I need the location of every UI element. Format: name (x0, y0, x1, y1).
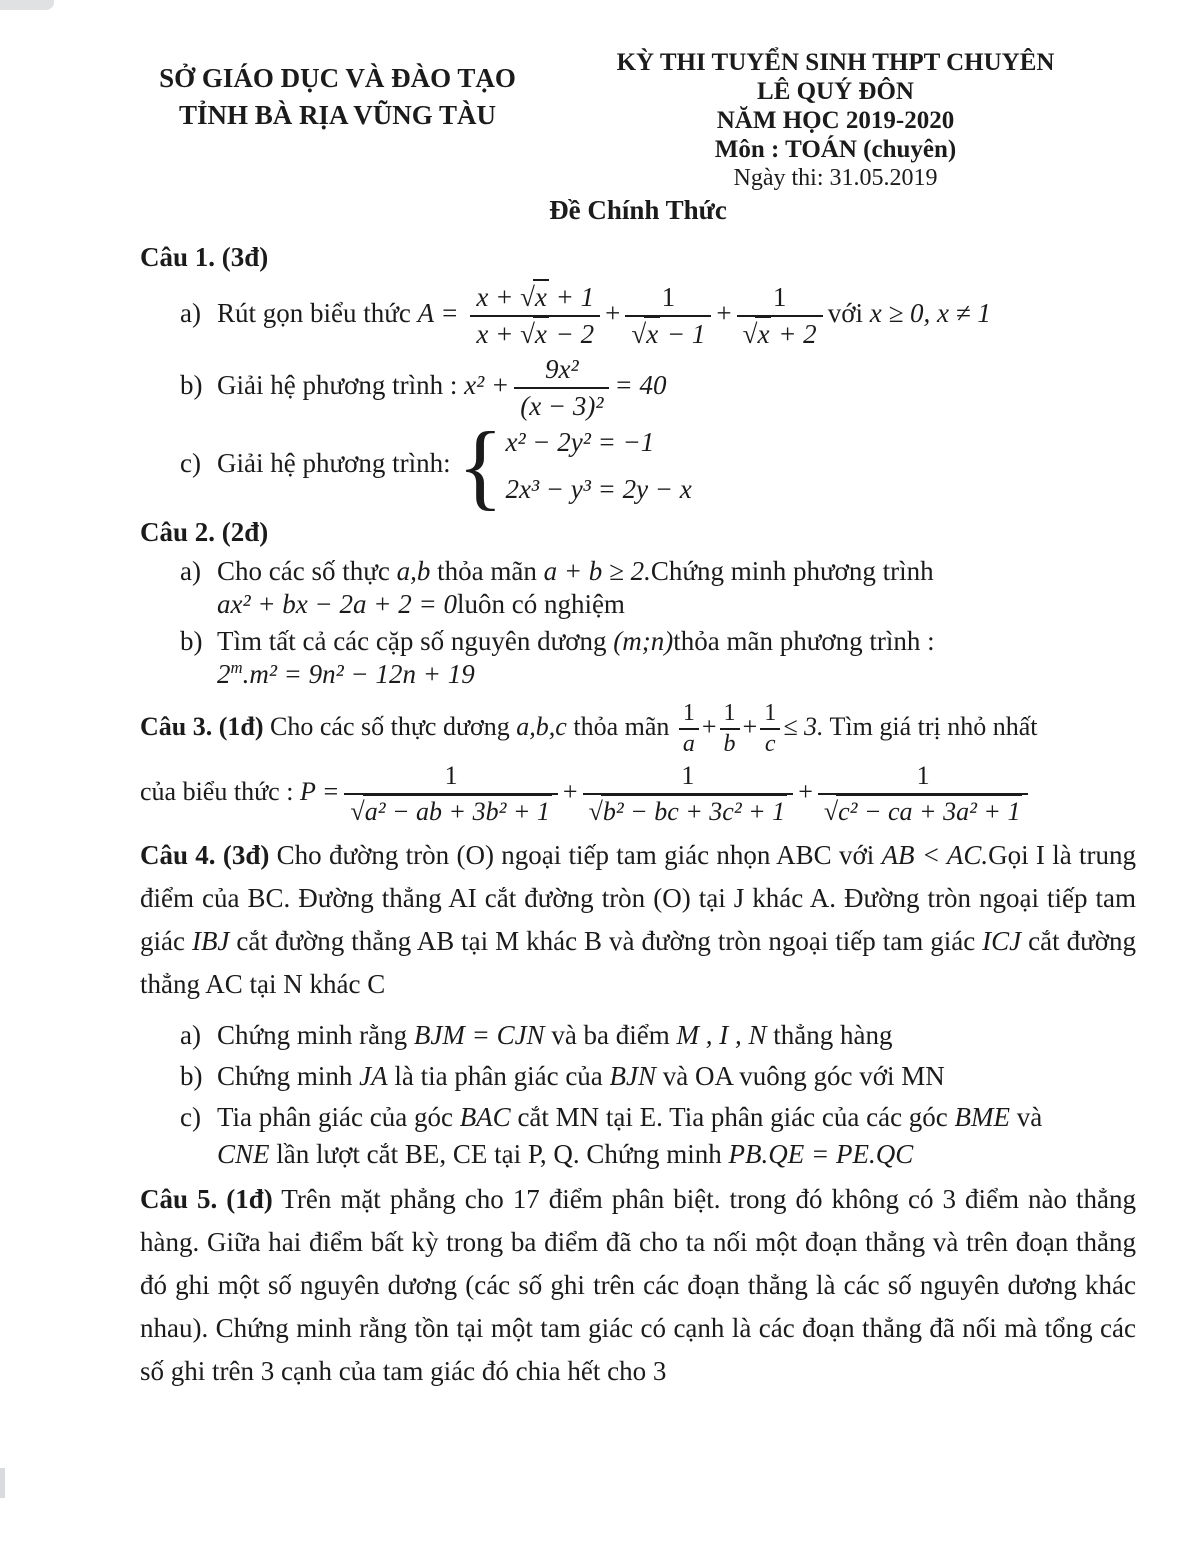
issuing-authority (140, 48, 535, 193)
radical-icon: √ (520, 282, 533, 312)
radical-icon: √ (520, 319, 533, 349)
q4-heading: Câu 4. (3đ) (140, 839, 270, 870)
fraction-numerator: 1 (625, 281, 711, 317)
math-run: BAC (459, 1101, 511, 1132)
math-run: x + (476, 282, 521, 312)
equation-system (457, 412, 692, 519)
fraction-denominator (344, 795, 558, 828)
q1-item-a (140, 281, 1136, 351)
q4-item-c-line2 (140, 1139, 1136, 1170)
text-run: Giải hệ phương trình : (217, 370, 458, 401)
math-run: a + b ≥ 2. (543, 555, 651, 586)
text-run: và ba điểm (551, 1019, 670, 1050)
q5-paragraph (140, 1178, 1136, 1393)
school-name: LÊ QUÝ ĐÔN (757, 78, 914, 105)
math-run: − 1 (660, 319, 706, 349)
text-run: Gọi I là trung điểm của BC. Đường thẳng AI cắt đường tròn (O) tại J khác A. Đường tròn ngoại tiếp tam giác (140, 839, 1136, 956)
power-base: 2 (217, 658, 231, 689)
brace-icon: { (457, 412, 504, 519)
item-label: b) (180, 370, 203, 401)
radicand: x (533, 316, 549, 349)
text-run: thỏa mãn (573, 711, 670, 741)
text-run: Tìm tất cả các cặp số nguyên dương (217, 625, 607, 656)
text-run: là tia phân giác của (394, 1060, 603, 1091)
math-run: = 40 (614, 370, 667, 401)
radical-icon: √ (588, 796, 601, 826)
document-header (140, 48, 1136, 193)
text-run: cắt đường thẳng AB tại M khác B và đường tròn ngoại tiếp tam giác (229, 925, 983, 956)
fraction (583, 760, 794, 828)
scan-artifact (0, 1468, 5, 1498)
text-run: với (827, 298, 863, 329)
q1-item-b (140, 353, 1136, 423)
math-equation (217, 659, 475, 689)
text-run: Chứng minh (217, 1060, 353, 1091)
fraction-numerator: 9x² (514, 353, 609, 389)
math-run: BME (954, 1101, 1011, 1132)
square-root (824, 794, 1023, 826)
operator: + (562, 776, 578, 806)
math-run: a,b (396, 555, 431, 586)
fraction (679, 700, 699, 758)
math-lhs: A = (417, 298, 459, 329)
subject: Môn : TOÁN (chuyên) (714, 136, 957, 163)
text-run: Tìm giá trị nhỏ nhất (829, 711, 1038, 741)
text-run: lần lượt cắt BE, CE tại P, Q. Chứng minh (276, 1138, 722, 1169)
fraction-denominator (583, 795, 794, 828)
text-run: Cho các số thực (217, 555, 390, 586)
q3-paragraph (140, 700, 1136, 758)
math-run: BJN (609, 1060, 657, 1091)
authority-line-1: SỞ GIÁO DỤC VÀ ĐÀO TẠO (159, 63, 516, 93)
radicand: c² − ca + 3a² + 1 (836, 794, 1022, 826)
fraction-denominator: b (723, 730, 736, 757)
q1-heading: Câu 1. (3đ) (140, 242, 269, 272)
fraction (344, 760, 558, 828)
square-root (520, 316, 549, 349)
fraction-denominator: c (764, 730, 776, 757)
operator: + (716, 298, 732, 329)
math-run: x + (476, 319, 521, 349)
exam-title-block (535, 48, 1136, 193)
text-run: thỏa mãn (437, 555, 537, 586)
text-run: và OA vuông góc với MN (662, 1060, 945, 1091)
q4-item-a (140, 1020, 1136, 1051)
radical-icon: √ (823, 796, 837, 826)
q5-heading: Câu 5. (1đ) (140, 1183, 273, 1214)
text-run: Chứng minh phương trình (650, 555, 934, 586)
q2-item-a-line2 (140, 589, 1136, 620)
authority-line-2: TỈNH BÀ RỊA VŨNG TÀU (178, 100, 497, 130)
text-run: thẳng hàng (773, 1019, 893, 1050)
exam-date: Ngày thi: 31.05.2019 (733, 165, 938, 191)
radicand: a² − ab + 3b² + 1 (363, 794, 552, 826)
math-run: x² + (464, 370, 510, 401)
fraction (720, 700, 740, 758)
q2-item-b (140, 626, 1136, 657)
fraction-denominator (470, 317, 600, 351)
fraction-denominator (818, 795, 1029, 828)
fraction-numerator: 1 (583, 760, 794, 795)
fraction (625, 281, 711, 351)
math-run: BJM = CJN (413, 1019, 545, 1050)
math-run: AB < AC. (881, 839, 989, 870)
exam-name: KỲ THI TUYỂN SINH THPT CHUYÊN (616, 49, 1055, 76)
fraction-denominator: (x − 3)² (520, 391, 604, 421)
document-type: Đề Chính Thức (549, 195, 727, 225)
text-run: cắt đường thẳng AC tại N khác C (140, 925, 1136, 999)
text-run: Cho đường tròn (O) ngoại tiếp tam giác nhọn ABC với (269, 839, 882, 870)
item-label: a) (180, 298, 201, 329)
q2-item-b-line2 (140, 659, 1136, 690)
math-lhs: P = (299, 776, 340, 806)
scan-artifact (0, 0, 54, 10)
math-run: .m² = 9n² − 12n + 19 (242, 658, 475, 689)
item-label: c) (180, 448, 201, 478)
text-run: của biểu thức : (140, 776, 294, 806)
math-run: ≤ 3. (783, 711, 824, 741)
math-run: PB.QE = PE.QC (728, 1138, 914, 1169)
square-root (743, 316, 772, 349)
square-root (631, 316, 660, 349)
text-run: Rút gọn biểu thức (217, 298, 411, 329)
q4-intro-paragraph (140, 834, 1136, 1006)
fraction-numerator: 1 (344, 760, 558, 795)
radical-icon: √ (631, 319, 645, 349)
text-run: Cho các số thực dương (270, 711, 510, 741)
operator: + (742, 711, 758, 741)
q3-line2 (140, 760, 1136, 828)
radicand: x (533, 279, 549, 312)
equation: 2x³ − y³ = 2y − x (505, 473, 692, 504)
math-run: a,b,c (516, 711, 567, 741)
fraction-numerator: 1 (818, 760, 1029, 795)
math-run: + 1 (548, 282, 595, 312)
q4-item-b (140, 1061, 1136, 1092)
fraction (818, 760, 1029, 828)
radicand: b² − bc + 3c² + 1 (601, 794, 787, 826)
fraction (737, 281, 823, 351)
math-run: (m;n) (613, 625, 674, 656)
fraction (760, 700, 780, 758)
q1-item-c (140, 412, 1136, 519)
math-run: ICJ (982, 925, 1022, 956)
school-year: NĂM HỌC 2019-2020 (716, 107, 955, 134)
text-run: Giải hệ phương trình: (217, 448, 451, 478)
text-run: Tia phân giác của góc (217, 1101, 453, 1132)
fraction-numerator: 1 (760, 700, 780, 730)
math-condition: x ≥ 0, x ≠ 1 (869, 298, 991, 329)
power-exponent: m (230, 657, 243, 677)
fraction-denominator (625, 317, 711, 351)
square-root (350, 794, 552, 826)
radical-icon: √ (350, 796, 363, 826)
system-equations (505, 427, 691, 505)
fraction-denominator: a (682, 730, 695, 757)
operator: + (798, 776, 813, 806)
math-equation: ax² + bx − 2a + 2 = 0 (217, 588, 457, 619)
item-label: a) (180, 1019, 201, 1050)
operator: + (701, 711, 717, 741)
item-label: a) (180, 555, 201, 586)
q2-item-a (140, 556, 1136, 587)
fraction-numerator: 1 (679, 700, 699, 730)
fraction-numerator: 1 (720, 700, 740, 730)
square-root (520, 279, 549, 312)
math-run: JA (359, 1060, 388, 1091)
operator: + (605, 298, 621, 329)
item-label: c) (180, 1101, 201, 1132)
math-run: M , I , N (676, 1019, 767, 1050)
math-run: IBJ (191, 925, 230, 956)
radicand: x (644, 316, 660, 349)
fraction-denominator (737, 317, 823, 351)
text-run: Trên mặt phẳng cho 17 điểm phân biệt. trong đó không có 3 điểm nào thẳng hàng. Giữa hai điểm bất kỳ trong ba điểm đã cho ta nối một đoạn thẳng và trên đoạn thẳng đó ghi một số nguyên dương (các số ghi trên các đoạn thẳng là các số nguyên dương khác nhau). Chứng minh rằng tồn tại một tam giác có cạnh là các đoạn thẳng đã nối mà tổng các số ghi trên 3 cạnh của tam giác đó chia hết cho 3 (140, 1183, 1136, 1386)
square-root (589, 794, 788, 826)
math-run: − 2 (548, 319, 595, 349)
text-run: và (1016, 1101, 1043, 1132)
q2-heading: Câu 2. (2đ) (140, 516, 269, 547)
fraction (470, 281, 600, 351)
q3-heading: Câu 3. (1đ) (140, 711, 264, 741)
radicand: x (755, 316, 771, 349)
item-label: b) (180, 1060, 203, 1091)
equation: x² − 2y² = −1 (505, 426, 655, 457)
fraction-numerator: 1 (737, 281, 823, 317)
text-run: thỏa mãn phương trình : (673, 625, 935, 656)
fraction-numerator (470, 281, 600, 317)
q4-item-c (140, 1102, 1136, 1133)
item-label: b) (180, 625, 203, 656)
text-run: cắt MN tại E. Tia phân giác của các góc (517, 1101, 948, 1132)
math-run: CNE (217, 1138, 270, 1169)
radical-icon: √ (742, 319, 756, 349)
math-run: + 2 (771, 319, 817, 349)
fraction (514, 353, 609, 423)
text-run: Chứng minh rằng (217, 1019, 408, 1050)
text-run: luôn có nghiệm (456, 588, 625, 619)
